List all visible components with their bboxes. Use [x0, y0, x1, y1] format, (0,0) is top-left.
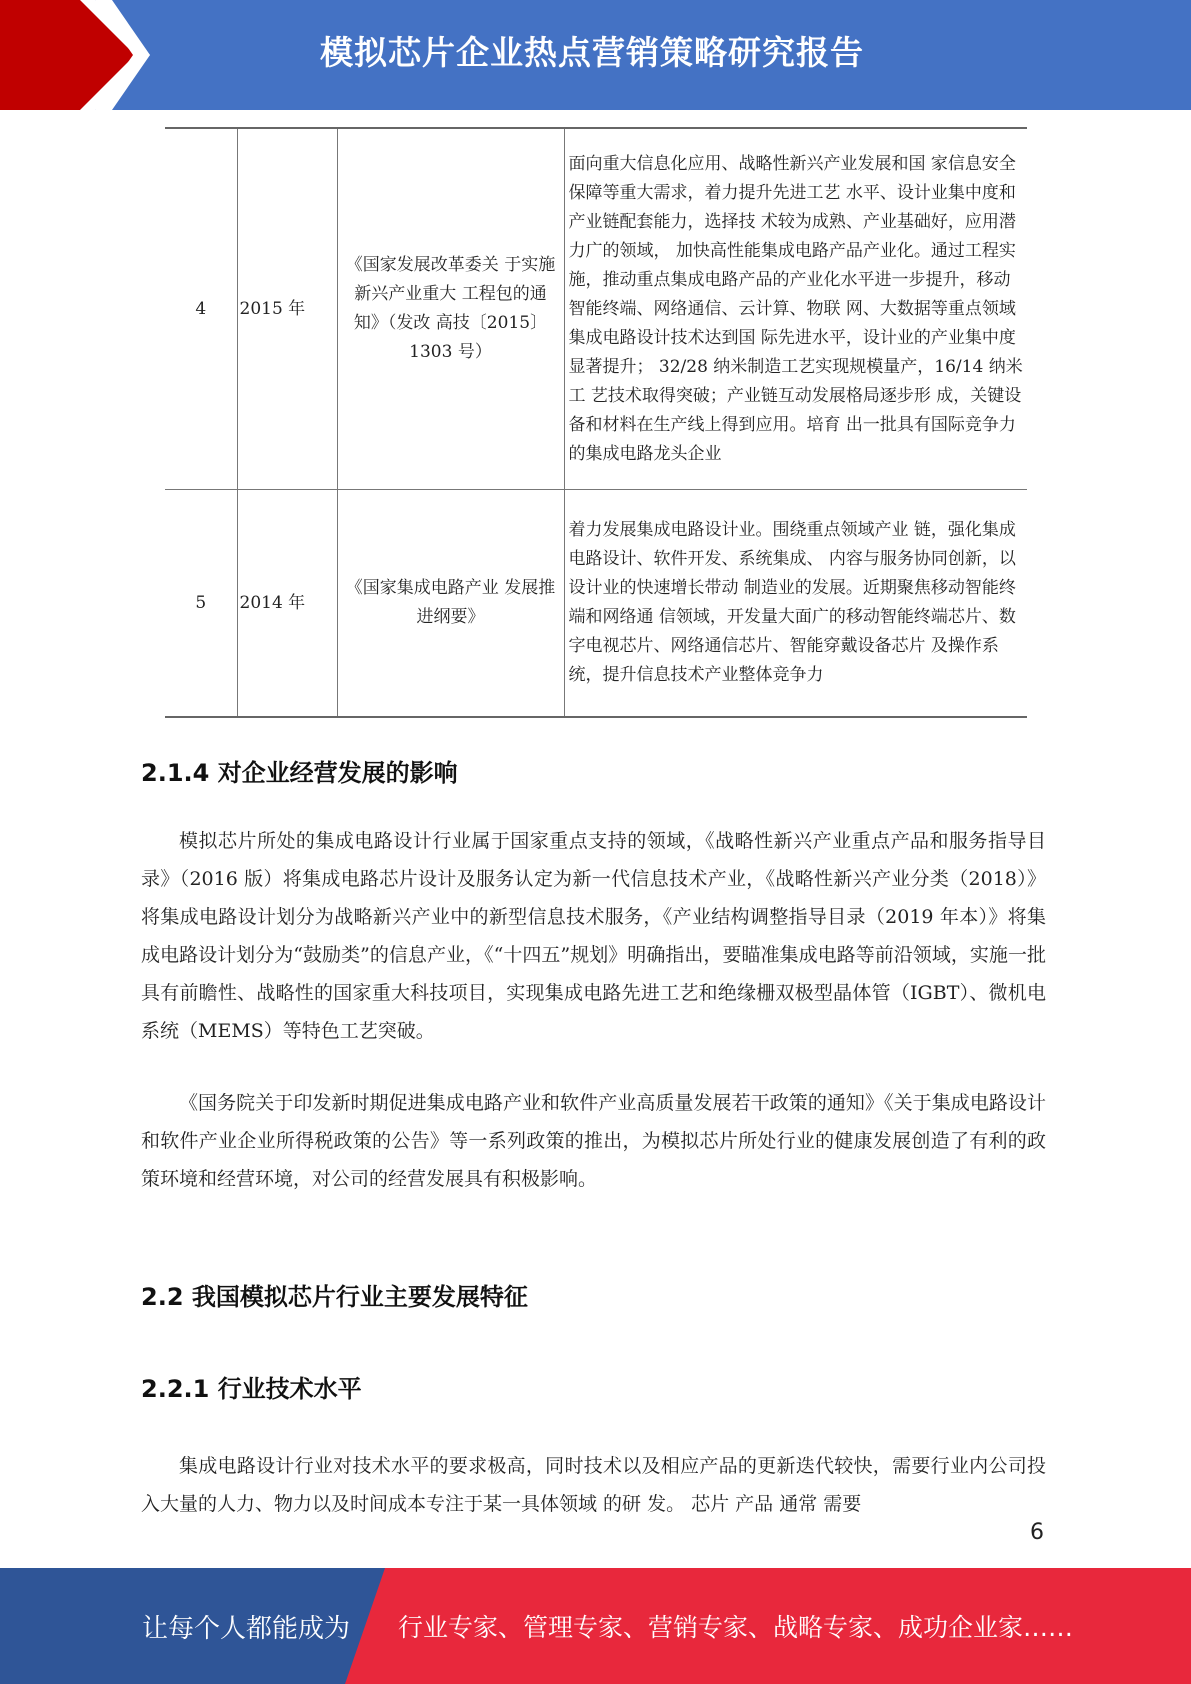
report-title: 模拟芯片企业热点营销策略研究报告 [320, 33, 864, 72]
page-header [0, 0, 1191, 110]
paragraph: 集成电路设计行业对技术水平的要求极高，同时技术以及相应产品的更新迭代较快，需要行业内公司投入大量的人力、物力以及时间成本专注于某一具体领域 的研 发。 芯片 产品 通常 需要 [141, 1455, 1046, 1515]
row-document: 《国家集成电路产业 发展推进纲要》 [337, 490, 564, 718]
row-year: 2014 年 [237, 490, 337, 718]
footer-slogan-left: 让每个人都能成为 [142, 1614, 351, 1644]
section-heading-2-1-4: 2.1.4 对企业经营发展的影响 [141, 759, 458, 787]
section-heading-2-2-1: 2.2.1 行业技术水平 [141, 1375, 362, 1403]
row-year: 2015 年 [237, 128, 337, 490]
row-description: 面向重大信息化应用、战略性新兴产业发展和国 家信息安全保障等重大需求，着力提升先进工艺 水平、设计业集中度和产业链配套能力，选择技 术较为成熟、产业基础好，应用潜力广的领域， 加快高性能集成电路产品产业化。通过工程实 施，推动重点集成电路产品的产业化水平进一步提升，移动智能终端、网络通信、云计算、物联 网、大数据等重点领域集成电路设计技术达到国 际先进水平，设计业的产业集中度显著提升； 32/28 纳米制造工艺实现规模量产，16/14 纳米工 艺技术取得突破；产业链互动发展格局逐步形 成，关键设备和材料在生产线上得到应用。培育 出一批具有国际竞争力的集成电路龙头企业 [564, 128, 1027, 490]
row-number: 5 [165, 490, 237, 718]
page-footer [0, 1568, 1191, 1684]
row-number: 4 [165, 128, 237, 490]
footer-slogan-right: 行业专家、管理专家、营销专家、战略专家、成功企业家…… [398, 1613, 1074, 1642]
row-description: 着力发展集成电路设计业。围绕重点领域产业 链，强化集成电路设计、软件开发、系统集成、 内容与服务协同创新，以设计业的快速增长带动 制造业的发展。近期聚焦移动智能终端和网络通 信领域，开发量大面广的移动智能终端芯片、数 字电视芯片、网络通信芯片、智能穿戴设备芯片 及操作系统，提升信息技术产业整体竞争力 [564, 490, 1027, 718]
table-row [165, 490, 1027, 718]
page-number: 6 [1030, 1520, 1044, 1545]
paragraph: 《国务院关于印发新时期促进集成电路产业和软件产业高质量发展若干政策的通知》《关于集成电路设计和软件产业企业所得税政策的公告》等一系列政策的推出，为模拟芯片所处行业的健康发展创造了有利的政策环境和经营环境，对公司的经营发展具有积极影响。 [141, 1092, 1046, 1190]
paragraph: 模拟芯片所处的集成电路设计行业属于国家重点支持的领域，《战略性新兴产业重点产品和服务指导目录》（2016 版）将集成电路芯片设计及服务认定为新一代信息技术产业，《战略性新兴产业分类（2018）》将集成电路设计划分为战略新兴产业中的新型信息技术服务，《产业结构调整指导目录（2019 年本）》将集成电路设计划分为“鼓励类”的信息产业，《“十四五”规划》明确指出，要瞄准集成电路等前沿领域，实施一批具有前瞻性、战略性的国家重大科技项目，实现集成电路先进工艺和绝缘栅双极型晶体管（IGBT）、微机电系统（MEMS）等特色工艺突破。 [141, 830, 1046, 1042]
section-heading-2-2: 2.2 我国模拟芯片行业主要发展特征 [141, 1283, 528, 1311]
table-row [165, 128, 1027, 490]
policy-table [165, 127, 1027, 718]
row-document: 《国家发展改革委关 于实施新兴产业重大 工程包的通知》（发改 高技〔2015〕 1303 号） [337, 128, 564, 490]
